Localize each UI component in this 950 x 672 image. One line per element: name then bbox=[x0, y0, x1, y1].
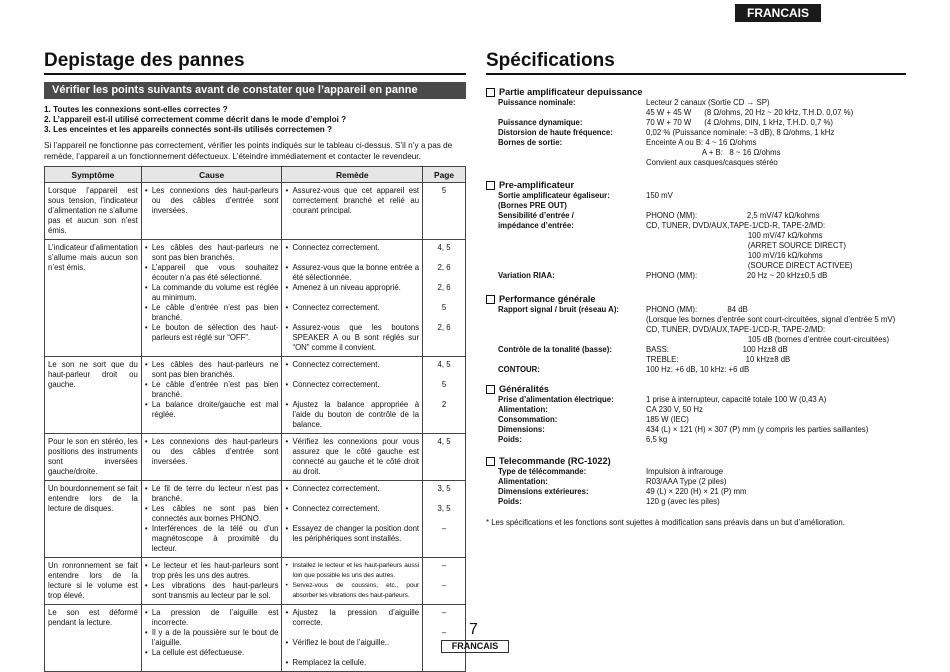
symptom-cell: Lorsque l’appareil est sous tension, l’indicateur d’alimentation ne s’allume pas et aucun son n’est émis. bbox=[45, 183, 142, 240]
cause-item: La pression de l’aiguille est incorrecte. bbox=[151, 608, 279, 627]
table-row bbox=[45, 357, 466, 434]
page-cell bbox=[423, 481, 466, 558]
table-header-row bbox=[45, 167, 466, 183]
remedy-item: Assurez-vous que les boutons SPEAKER A ou B sont réglés sur “ON” comme il convient. bbox=[292, 323, 420, 352]
spec-section-general bbox=[486, 383, 906, 445]
page-ref: 5 bbox=[441, 380, 447, 389]
remedy-cell: • Vérifiez les connexions pour vous assurez que le côté gauche est connecté au gauche et le côté droit au droit. bbox=[282, 434, 423, 481]
spec-row: TREBLE: 10 kHz±8 dB bbox=[646, 355, 791, 364]
spec-row: Dimensions extérieures: 49 (L) × 220 (H) × 21 (P) mm bbox=[498, 487, 747, 496]
spec-row: impédance d’entrée: CD, TUNER, DVD/AUX,TAPE-1/CD-R, TAPE-2/MD: bbox=[498, 221, 826, 230]
page-ref: – bbox=[441, 608, 447, 617]
remedy-item: Assurez-vous que cet appareil est correctement branché et relié au courant principal. bbox=[292, 186, 420, 215]
language-footer-label: FRANCAIS bbox=[441, 640, 509, 653]
remedy-item: Essayez de changer la position dont les périphériques sont installés. bbox=[292, 524, 420, 543]
remedy-cell: • Connectez correctement. • Assurez-vous que la bonne entrée a été sélectionnée. • Amenez à un niveau approprié. • Connectez correctement. • Assurez-vous que les boutons SPEAKER A ou B sont réglés sur “ON” comme il convient. bbox=[282, 240, 423, 357]
page-ref: – bbox=[441, 524, 447, 533]
remedy-item: Connectez correctement. bbox=[292, 380, 380, 389]
cause-cell: • Les connexions des haut-parleurs ou des câbles d’entrée sont inversées. bbox=[141, 434, 282, 481]
spec-row: Alimentation: R03/AAA Type (2 piles) bbox=[498, 477, 727, 486]
specifications-title: Spécifications bbox=[486, 50, 615, 71]
cause-item: La cellule est défectueuse. bbox=[151, 648, 245, 657]
spec-row: Consommation: 185 W (IEC) bbox=[498, 415, 689, 424]
spec-row: Sortie amplificateur égaliseur: 150 mV bbox=[498, 191, 673, 200]
remedy-cell: • Installez le lecteur et les haut-parleurs aussi loin que possible les uns des autres. • Servez-vous de coussins, etc., pour absorber les vibrations des haut-parleurs. bbox=[282, 558, 423, 605]
spec-row: CONTOUR: 100 Hz: +6 dB, 10 kHz: +6 dB bbox=[498, 365, 750, 374]
checkbox-square-icon bbox=[486, 88, 495, 97]
cause-item: Le lecteur et les haut-parleurs sont trop près les uns des autres. bbox=[151, 561, 279, 580]
page-ref: 2 bbox=[441, 400, 447, 409]
header-symptom: Symptôme bbox=[45, 167, 142, 183]
header-page: Page bbox=[423, 167, 466, 183]
table-row bbox=[45, 434, 466, 481]
section-title: Telecommande (RC-1022) bbox=[499, 456, 611, 466]
page-ref: – bbox=[441, 561, 447, 570]
symptom-cell: Un bourdonnement se fait entendre lors de la lecture de disques. bbox=[45, 481, 142, 558]
section-title: Pre-amplificateur bbox=[499, 180, 575, 190]
check-list bbox=[44, 105, 469, 135]
remedy-item: Connectez correctement. bbox=[292, 360, 380, 369]
remedy-item: Connectez correctement. bbox=[292, 484, 380, 493]
spec-row: 105 dB (bornes d’entrée court-circuitées) bbox=[646, 335, 890, 344]
cause-cell: • Les câbles des haut-parleurs ne sont pas bien branchés. • L’appareil que vous souhaitez écouter n’a pas été sélectionné. • La commande du volume est réglée au minimum. • Le câble d’entrée n’est pas bien branché. • Le bouton de sélection des haut-parleurs est réglé sur “OFF”. bbox=[141, 240, 282, 357]
spec-row: Contrôle de la tonalité (basse): BASS: 100 Hz±8 dB bbox=[498, 345, 788, 354]
spec-row: Sensibilité d’entrée / PHONO (MM): 2,5 mV/47 kΩ/kohms bbox=[498, 211, 820, 220]
page-cell bbox=[423, 240, 466, 357]
cause-item: Le bouton de sélection des haut-parleurs est réglé sur “OFF”. bbox=[151, 323, 279, 342]
page-cell bbox=[423, 183, 466, 240]
table-row bbox=[45, 558, 466, 605]
spec-row: (Bornes PRE OUT) bbox=[498, 201, 567, 210]
cause-item: Le câble d’entrée n’est pas bien branché. bbox=[151, 303, 279, 322]
spec-row: Rapport signal / bruit (réseau A): PHONO (MM): 84 dB bbox=[498, 305, 748, 314]
table-row bbox=[45, 605, 466, 672]
remedy-cell: • Ajustez la pression d’aiguille correcte. • Vérifiez le bout de l’aiguille.. • Remplacez la cellule. bbox=[282, 605, 423, 672]
spec-row: Convient aux casques/casques stéréo bbox=[646, 158, 778, 167]
cause-item: Les connexions des haut-parleurs ou des câbles d’entrée sont inversées. bbox=[151, 437, 279, 466]
page-ref: 4, 5 bbox=[437, 360, 451, 369]
spec-row: Bornes de sortie: Enceinte A ou B: 4 ~ 16 Ω/ohms bbox=[498, 138, 757, 147]
cause-item: Le câble d’entrée n’est pas bien branché. bbox=[151, 380, 279, 399]
spec-footnote: * Les spécifications et les fonctions sont sujettes à modification sans préavis dans un but d’amélioration. bbox=[486, 518, 845, 527]
page-cell bbox=[423, 558, 466, 605]
page-ref: 4, 5 bbox=[437, 243, 451, 252]
section-title: Partie amplificateur depuissance bbox=[499, 87, 643, 97]
remedy-item: Remplacez la cellule. bbox=[292, 658, 367, 667]
cause-item: Interférences de la télé ou d’un magnétoscope à proximité du lecteur. bbox=[151, 524, 279, 553]
spec-row: 100 mV/47 kΩ/kohms bbox=[646, 231, 823, 240]
header-remedy: Remède bbox=[282, 167, 423, 183]
language-tab: FRANCAIS bbox=[735, 4, 821, 22]
remedy-cell: • Assurez-vous que cet appareil est correctement branché et relié au courant principal. bbox=[282, 183, 423, 240]
page-ref: 2, 6 bbox=[437, 283, 451, 292]
symptom-cell: Le son ne sort que du haut-parleur droit ou gauche. bbox=[45, 357, 142, 434]
spec-row: Poids: 6,5 kg bbox=[498, 435, 668, 444]
troubleshooting-table bbox=[44, 166, 466, 672]
spec-row: Alimentation: CA 230 V, 50 Hz bbox=[498, 405, 703, 414]
cause-item: La commande du volume est réglée au minimum. bbox=[151, 283, 279, 302]
cause-cell: • Le fil de terre du lecteur n’est pas branché. • Les câbles ne sont pas bien connectés aux bornes PHONO. • Interférences de la télé ou d’un magnétoscope à proximité du lecteur. bbox=[141, 481, 282, 558]
check-banner: Vérifier les points suivants avant de constater que l’appareil en panne bbox=[44, 82, 466, 99]
table-row bbox=[45, 183, 466, 240]
page-number: 7 bbox=[469, 621, 478, 638]
cause-item: Les connexions des haut-parleurs ou des câbles d’entrée sont inversées. bbox=[151, 186, 279, 215]
page-ref: 2, 6 bbox=[437, 323, 451, 332]
remedy-item: Amenez à un niveau approprié. bbox=[292, 283, 401, 292]
cause-cell: • Le lecteur et les haut-parleurs sont trop près les uns des autres. • Les vibrations des haut-parleurs sont transmis au lecteur par le sol. bbox=[141, 558, 282, 605]
section-title: Généralités bbox=[499, 384, 550, 394]
remedy-item: Vérifiez le bout de l’aiguille.. bbox=[292, 638, 390, 647]
cause-item: Les câbles des haut-parleurs ne sont pas bien branchés. bbox=[151, 243, 279, 262]
intro-paragraph: Si l’appareil ne fonctionne pas correctement, vérifier les points indiqués sur le tableau ci-dessus. S’il n’y a pas de remède, l’appareil a un fonctionnement défectueux. L’éteindre immédiatement et contacter le revendeur. bbox=[44, 141, 453, 161]
remedy-item: Servez-vous de coussins, etc., pour absorber les vibrations des haut-parleurs. bbox=[292, 582, 420, 599]
remedy-item: Ajustez la balance appropriée à l’aide du bouton de contrôle de la balance. bbox=[292, 400, 420, 429]
cause-item: La balance droite/gauche est mal réglée. bbox=[151, 400, 279, 419]
spec-row: Puissance dynamique: 70 W + 70 W (4 Ω/ohms, DIN, 1 kHz, T.H.D. 0,7 %) bbox=[498, 118, 834, 127]
spec-row: Distorsion de haute fréquence: 0,02 % (Puissance nominale: –3 dB), 8 Ω/ohms, 1 kHz bbox=[498, 128, 835, 137]
section-title: Performance générale bbox=[499, 294, 596, 304]
check-item: 2. L’appareil est-il utilisé correctement comme décrit dans le mode d’emploi ? bbox=[44, 115, 347, 124]
spec-row: CD, TUNER, DVD/AUX,TAPE-1/CD-R, TAPE-2/MD: bbox=[646, 325, 826, 334]
page-cell bbox=[423, 434, 466, 481]
page-ref: – bbox=[441, 648, 447, 657]
remedy-item: Vérifiez les connexions pour vous assurez que le côté gauche est connecté au gauche et le côté droit au droit. bbox=[292, 437, 420, 476]
cause-item: Le fil de terre du lecteur n’est pas branché. bbox=[151, 484, 279, 503]
remedy-item: Connectez correctement. bbox=[292, 243, 380, 252]
page-ref: 3, 5 bbox=[437, 484, 451, 493]
cause-cell: • La pression de l’aiguille est incorrecte. • Il y a de la poussière sur le bout de l’aiguille. • La cellule est défectueuse. bbox=[141, 605, 282, 672]
header-cause: Cause bbox=[141, 167, 282, 183]
page-ref: 5 bbox=[441, 303, 447, 312]
check-item: 1. Toutes les connexions sont-elles correctes ? bbox=[44, 105, 228, 114]
spec-row: A + B: 8 ~ 16 Ω/ohms bbox=[646, 148, 781, 157]
spec-row: (SOURCE DIRECT ACTIVEE) bbox=[646, 261, 853, 270]
spec-row: (Lorsque les bornes d’entrée sont court-circuitées, signal d’entrée 5 mV) bbox=[646, 315, 896, 324]
page-ref: – bbox=[441, 628, 447, 637]
spec-row: Dimensions: 434 (L) × 121 (H) × 307 (P) mm (y compris les parties saillantes) bbox=[498, 425, 869, 434]
page-ref: – bbox=[441, 581, 447, 590]
spec-row: 100 mV/16 kΩ/kohms bbox=[646, 251, 823, 260]
cause-item: Les câbles des haut-parleurs ne sont pas bien branchés. bbox=[151, 360, 279, 379]
remedy-item: Installez le lecteur et les haut-parleurs aussi loin que possible les uns des autres. bbox=[292, 562, 420, 579]
remedy-item: Assurez-vous que la bonne entrée a été sélectionnée. bbox=[292, 263, 420, 282]
symptom-cell: L’indicateur d’alimentation s’allume mais aucun son n’est émis. bbox=[45, 240, 142, 357]
page-cell bbox=[423, 605, 466, 672]
spec-section-remote bbox=[486, 455, 906, 507]
title-rule-left bbox=[44, 73, 466, 75]
checkbox-square-icon bbox=[486, 295, 495, 304]
troubleshooting-title: Depistage des pannes bbox=[44, 50, 245, 71]
spec-section-performance bbox=[486, 293, 906, 375]
spec-section-power-amp bbox=[486, 86, 906, 168]
spec-section-preamp bbox=[486, 179, 906, 281]
symptom-cell: Pour le son en stéréo, les positions des instruments sont inversées gauche/droite. bbox=[45, 434, 142, 481]
title-rule-right bbox=[486, 73, 906, 75]
cause-cell: • Les câbles des haut-parleurs ne sont pas bien branchés. • Le câble d’entrée n’est pas bien branché. • La balance droite/gauche est mal réglée. bbox=[141, 357, 282, 434]
table-row bbox=[45, 240, 466, 357]
remedy-cell: • Connectez correctement. • Connectez correctement. • Ajustez la balance appropriée à l’aide du bouton de contrôle de la balance. bbox=[282, 357, 423, 434]
cause-item: Il y a de la poussière sur le bout de l’aiguille. bbox=[151, 628, 279, 647]
spec-row: Variation RIAA: PHONO (MM): 20 Hz ~ 20 kHz±0,5 dB bbox=[498, 271, 828, 280]
remedy-cell: • Connectez correctement. • Connectez correctement. • Essayez de changer la position dont les périphériques sont installés. bbox=[282, 481, 423, 558]
cause-item: Les vibrations des haut-parleurs sont transmis au lecteur par le sol. bbox=[151, 581, 279, 600]
remedy-item: Ajustez la pression d’aiguille correcte. bbox=[292, 608, 420, 627]
spec-row: Puissance nominale: Lecteur 2 canaux (Sortie CD → SP) bbox=[498, 98, 770, 107]
spec-row: Poids: 120 g (avec les piles) bbox=[498, 497, 720, 506]
symptom-cell: Un ronronnement se fait entendre lors de la lecture si le volume est trop élevé. bbox=[45, 558, 142, 605]
page-ref: 2, 6 bbox=[437, 263, 451, 272]
spec-row: Type de télécommande: Impulsion à infrarouge bbox=[498, 467, 724, 476]
spec-row: Prise d’alimentation électrique: 1 prise à interrupteur, capacité totale 100 W (0,43 A) bbox=[498, 395, 827, 404]
symptom-cell: Le son est déformé pendant la lecture. bbox=[45, 605, 142, 672]
remedy-item: Connectez correctement. bbox=[292, 504, 380, 513]
check-item: 3. Les enceintes et les appareils connectés sont-ils utilisés correctemen ? bbox=[44, 125, 333, 134]
checkbox-square-icon bbox=[486, 457, 495, 466]
checkbox-square-icon bbox=[486, 385, 495, 394]
page-ref: 4, 5 bbox=[437, 437, 451, 446]
table-row bbox=[45, 481, 466, 558]
checkbox-square-icon bbox=[486, 181, 495, 190]
cause-item: L’appareil que vous souhaitez écouter n’a pas été sélectionné. bbox=[151, 263, 279, 282]
spec-row: 45 W + 45 W (8 Ω/ohms, 20 Hz ~ 20 kHz, T.H.D. 0,07 %) bbox=[646, 108, 854, 117]
cause-cell: • Les connexions des haut-parleurs ou des câbles d’entrée sont inversées. bbox=[141, 183, 282, 240]
cause-item: Les câbles ne sont pas bien connectés aux bornes PHONO. bbox=[151, 504, 279, 523]
page-ref: 5 bbox=[441, 186, 447, 195]
remedy-item: Connectez correctement. bbox=[292, 303, 380, 312]
spec-row: (ARRET SOURCE DIRECT) bbox=[646, 241, 847, 250]
page-ref: 3, 5 bbox=[437, 504, 451, 513]
page-cell bbox=[423, 357, 466, 434]
